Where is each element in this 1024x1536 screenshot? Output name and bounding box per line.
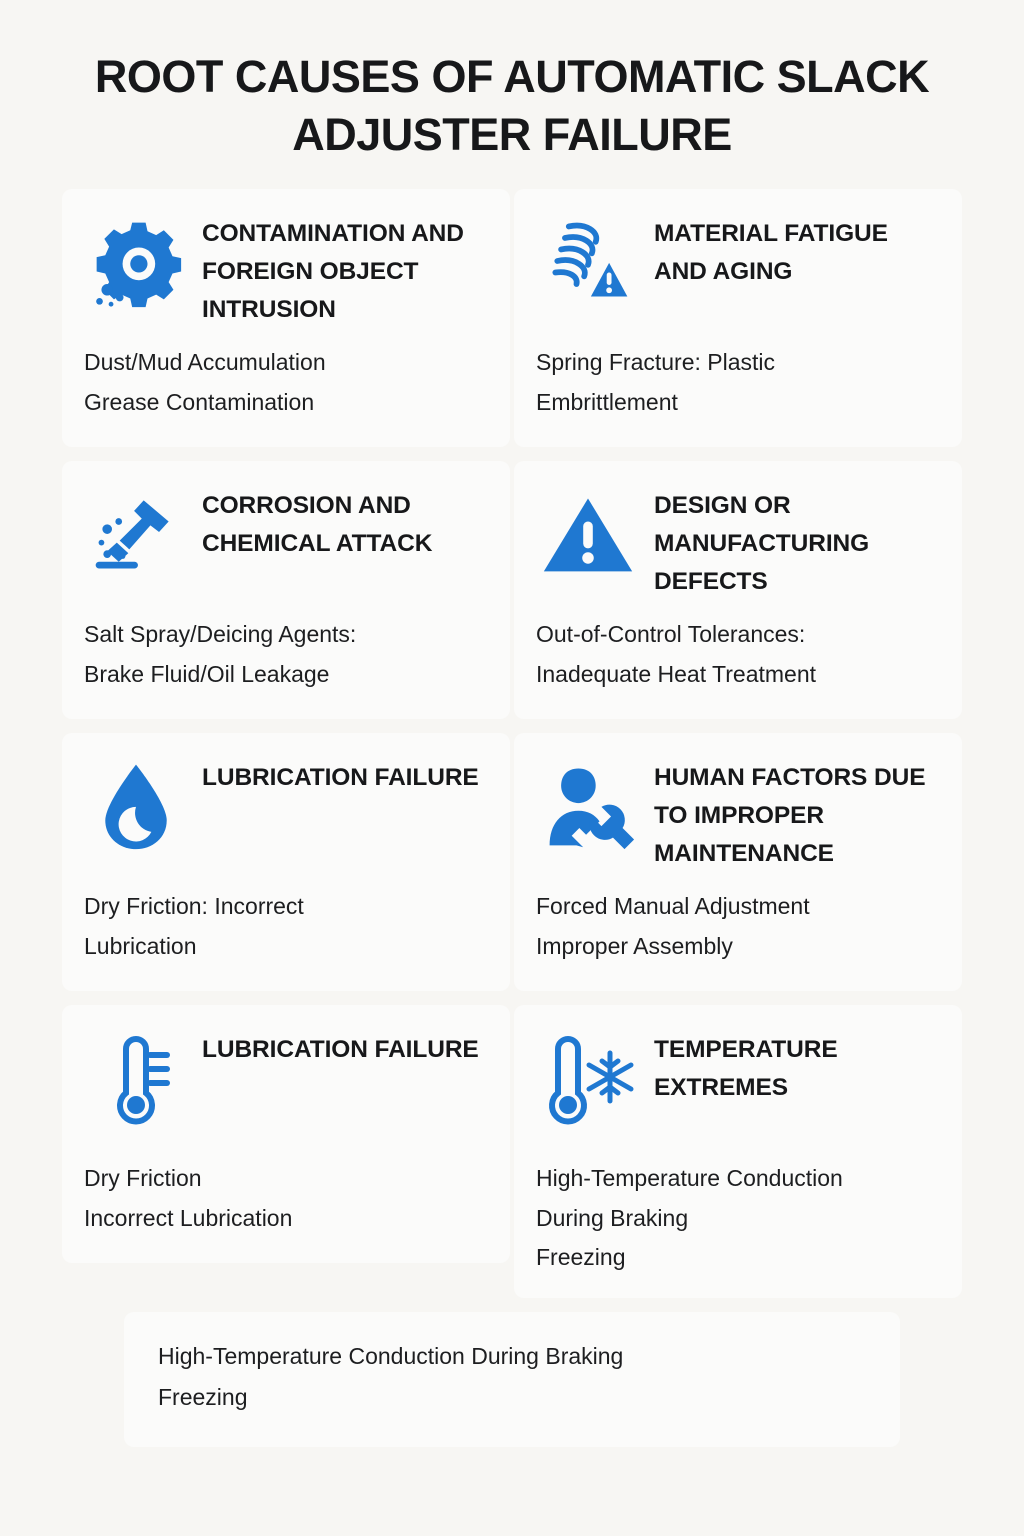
card-body bbox=[84, 615, 488, 694]
card-title: LUBRICATION FAILURE bbox=[202, 764, 479, 792]
footer-wrap bbox=[60, 1312, 964, 1447]
card-body bbox=[536, 615, 940, 694]
thermometer-snowflake-icon bbox=[536, 1023, 640, 1131]
card-line: Spring Fracture: Plastic bbox=[536, 349, 776, 376]
cause-card-design-defects[interactable] bbox=[514, 461, 962, 719]
footer-note-card bbox=[124, 1312, 900, 1447]
card-line: Forced Manual Adjustment bbox=[536, 893, 810, 920]
card-title: TEMPERATURE EXTREMES bbox=[654, 1036, 838, 1102]
card-line: Incorrect Lubrication bbox=[84, 1204, 293, 1231]
thermometer-icon bbox=[84, 1023, 188, 1131]
card-line: Dry Friction bbox=[84, 1165, 202, 1192]
warning-triangle-icon bbox=[536, 479, 640, 587]
card-line: Grease Contamination bbox=[84, 388, 315, 415]
card-line: Brake Fluid/Oil Leakage bbox=[84, 660, 330, 687]
card-header bbox=[536, 751, 940, 881]
cause-card-temperature-extremes[interactable] bbox=[514, 1005, 962, 1298]
footer-line: Freezing bbox=[158, 1384, 248, 1411]
card-line: During Braking bbox=[536, 1204, 689, 1231]
card-title: HUMAN FACTORS DUE TO IMPROPER MAINTENANCE bbox=[654, 764, 926, 868]
card-body bbox=[84, 887, 488, 966]
card-cell bbox=[512, 733, 964, 1005]
card-body bbox=[536, 343, 940, 422]
card-body bbox=[536, 887, 940, 966]
card-title: DESIGN OR MANUFACTURING DEFECTS bbox=[654, 492, 870, 596]
card-line: Improper Assembly bbox=[536, 932, 733, 959]
gear-contamination-icon bbox=[84, 207, 188, 315]
card-line: Dry Friction: Incorrect bbox=[84, 893, 304, 920]
card-cell bbox=[512, 1005, 964, 1312]
card-body bbox=[84, 1159, 488, 1238]
card-line: Lubrication bbox=[84, 932, 197, 959]
cause-card-corrosion[interactable] bbox=[62, 461, 510, 719]
corrosion-hammer-icon bbox=[84, 479, 188, 587]
card-title: CONTAMINATION AND FOREIGN OBJECT INTRUSION bbox=[202, 220, 464, 324]
card-line: Dust/Mud Accumulation bbox=[84, 349, 326, 376]
card-cell bbox=[512, 461, 964, 733]
card-header bbox=[536, 207, 940, 337]
card-line: Inadequate Heat Treatment bbox=[536, 660, 817, 687]
technician-wrench-icon bbox=[536, 751, 640, 859]
card-header bbox=[84, 207, 488, 337]
card-line: Out-of-Control Tolerances: bbox=[536, 621, 806, 648]
cause-card-lubrication-failure-1[interactable] bbox=[62, 733, 510, 991]
card-line: Embrittlement bbox=[536, 388, 678, 415]
card-title: CORROSION AND CHEMICAL ATTACK bbox=[202, 492, 433, 558]
card-header bbox=[84, 751, 488, 881]
card-line: High-Temperature Conduction bbox=[536, 1165, 843, 1192]
cause-card-material-fatigue[interactable] bbox=[514, 189, 962, 447]
cause-card-lubrication-failure-2[interactable] bbox=[62, 1005, 510, 1263]
spring-warning-icon bbox=[536, 207, 640, 315]
card-cell bbox=[512, 189, 964, 461]
footer-line: High-Temperature Conduction During Braking bbox=[158, 1342, 624, 1369]
page-title: ROOT CAUSES OF AUTOMATIC SLACK ADJUSTER FAILURE bbox=[94, 51, 930, 160]
cause-card-contamination[interactable] bbox=[62, 189, 510, 447]
card-cell bbox=[60, 733, 512, 1005]
card-body bbox=[84, 343, 488, 422]
card-title: MATERIAL FATIGUE AND AGING bbox=[654, 220, 888, 286]
card-body bbox=[536, 1159, 940, 1278]
card-cell bbox=[60, 1005, 512, 1312]
card-line: Salt Spray/Deicing Agents: bbox=[84, 621, 357, 648]
cause-card-human-factors[interactable] bbox=[514, 733, 962, 991]
card-cell bbox=[60, 461, 512, 733]
card-cell bbox=[60, 189, 512, 461]
oil-droplet-icon bbox=[84, 751, 188, 859]
card-header bbox=[536, 479, 940, 609]
card-header bbox=[84, 1023, 488, 1153]
card-header bbox=[84, 479, 488, 609]
card-line: Freezing bbox=[536, 1244, 626, 1271]
cards-grid bbox=[60, 189, 964, 1312]
card-title: LUBRICATION FAILURE bbox=[202, 1036, 479, 1064]
card-header bbox=[536, 1023, 940, 1153]
warning-badge bbox=[587, 259, 631, 299]
